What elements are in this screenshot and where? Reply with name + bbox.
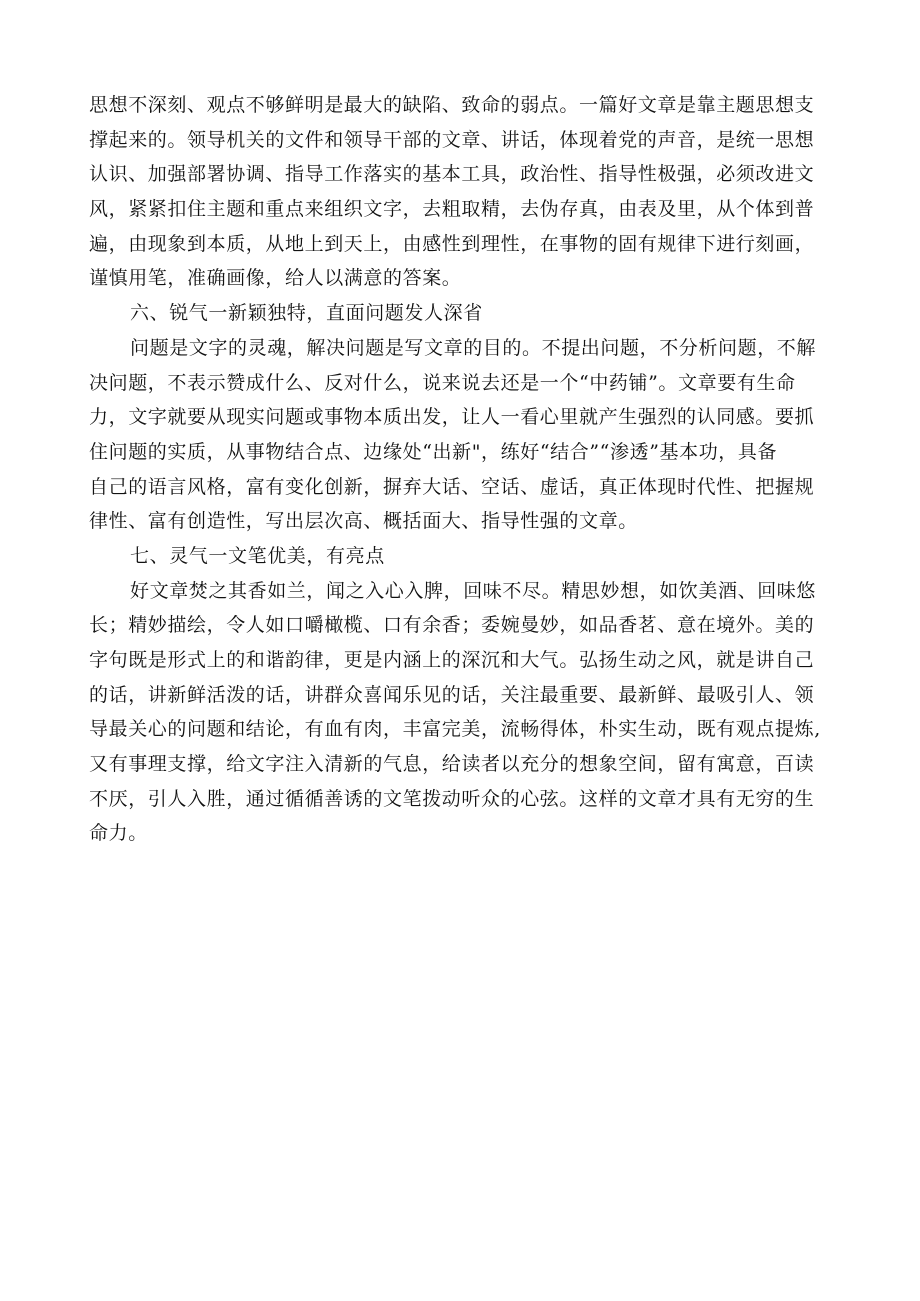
- text-line: 命力。: [89, 822, 148, 845]
- text-line: 律性、富有创造性，写出层次高、概括面大、指导性强的文章。: [89, 510, 638, 533]
- text-line: 又有事理支撑，给文字注入清新的气息，给读者以充分的想象空间，留有寓意，百读: [89, 753, 815, 776]
- section-heading-7: 七、灵气一文笔优美，有亮点: [130, 544, 385, 567]
- paragraph-problems: [89, 331, 839, 539]
- text-line: 自己的语言风格，富有变化创新，摒弃大话、空话、虚话，真正体现时代性、把握规: [89, 475, 815, 498]
- paragraph-thought-depth: [89, 88, 839, 296]
- text-line: 住问题的实质，从事物结合点、边缘处“出新"，练好“结合”“渗透”基本功，具备: [89, 440, 778, 463]
- text-line: 力，文字就要从现实问题或事物本质出发，让人一看心里就产生强烈的认同感。要抓: [89, 406, 815, 429]
- text-line: 好文章焚之其香如兰，闻之入心入脾，回味不尽。精思妙想，如饮美酒、回味悠: [130, 579, 817, 602]
- text-line: 长；精妙描绘，令人如口嚼橄榄、口有余香；委婉曼妙，如品香茗、意在境外。美的: [89, 614, 815, 637]
- text-line: 字句既是形式上的和谐韵律，更是内涵上的深沉和大气。弘扬生动之风，就是讲自己: [89, 649, 815, 671]
- text-line: 不厌，引人入胜，通过循循善诱的文笔拨动听众的心弦。这样的文章才具有无穷的生: [89, 787, 815, 810]
- text-line: 问题是文字的灵魂，解决问题是写文章的目的。不提出问题，不分析问题，不解: [130, 336, 817, 359]
- paragraph-writing-style: [89, 574, 839, 852]
- text-line: 风，紧紧扣住主题和重点来组织文字，去粗取精，去伪存真，由表及里，从个体到普: [89, 198, 815, 221]
- section-heading-6: 六、锐气一新颖独特，直面问题发人深省: [130, 302, 483, 325]
- text-line: 决问题，不表示赞成什么、反对什么，说来说去还是一个“中药铺”。文章要有生命: [89, 371, 796, 394]
- text-line: 认识、加强部署协调、指导工作落实的基本工具，政治性、指导性极强，必须改进文: [89, 163, 815, 186]
- text-line: 的话，讲新鲜活泼的话，讲群众喜闻乐见的话，关注最重要、最新鲜、最吸引人、领: [89, 683, 815, 706]
- text-line: 导最关心的问题和结论，有血有肉，丰富完美，流畅得体，朴实生动，既有观点提炼,: [89, 718, 821, 741]
- text-line: 思想不深刻、观点不够鲜明是最大的缺陷、致命的弱点。一篇好文章是靠主题思想支: [89, 94, 815, 116]
- document-body: [89, 88, 839, 851]
- text-line: 遍，由现象到本质，从地上到天上，由感性到理性，在事物的固有规律下进行刻画，: [89, 232, 815, 255]
- text-line: 撑起来的。领导机关的文件和领导干部的文章、讲话，体现着党的声音，是统一思想: [89, 128, 815, 151]
- text-line: 谨慎用笔，准确画像，给人以满意的答案。: [89, 267, 462, 290]
